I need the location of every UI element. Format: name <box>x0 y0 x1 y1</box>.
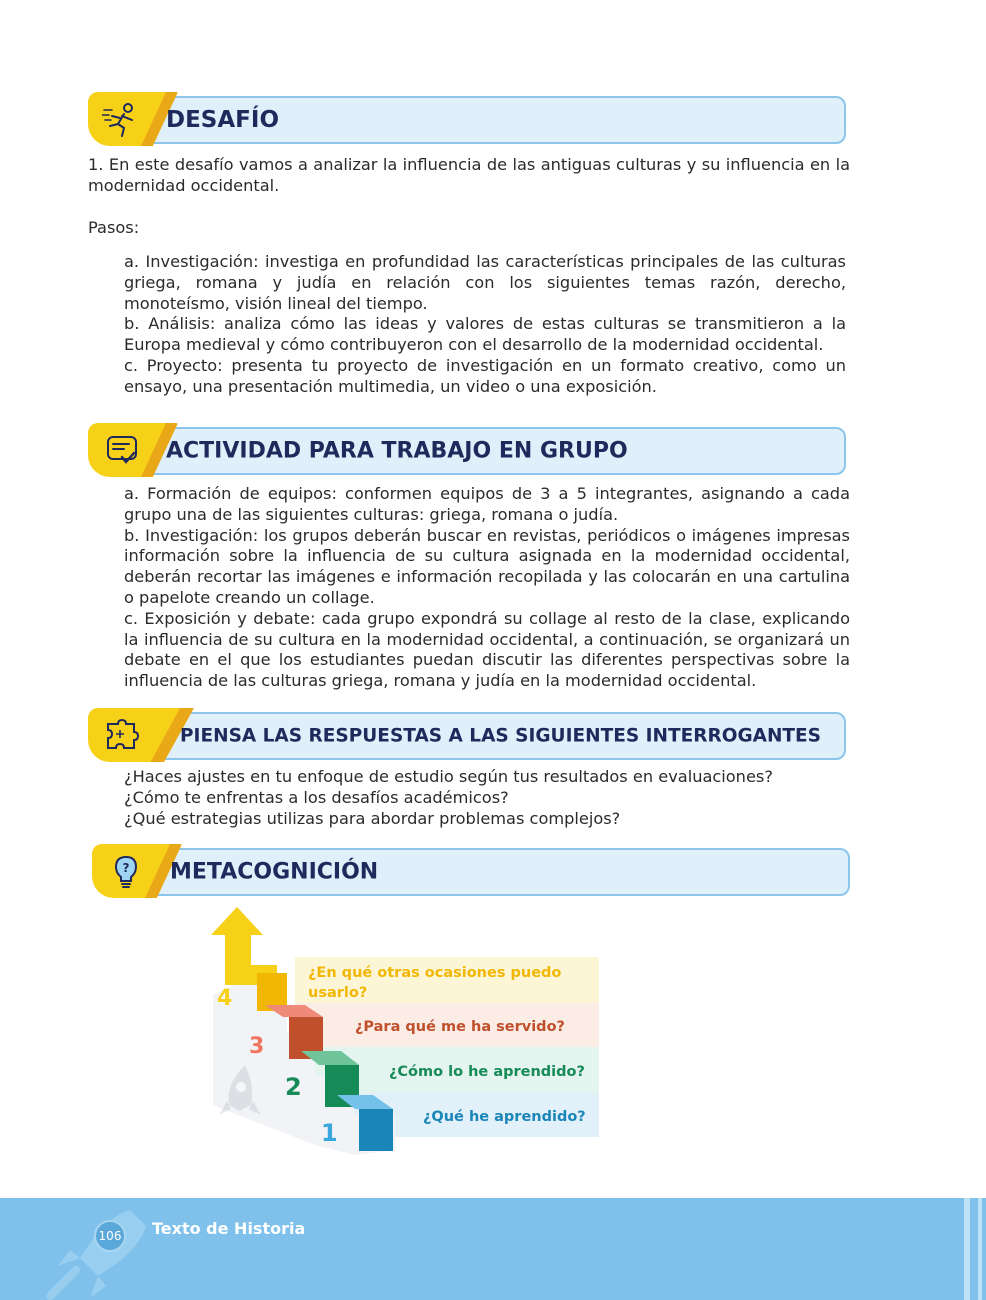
section-title: DESAFÍO <box>166 107 279 133</box>
actividad-items <box>124 484 850 692</box>
question-item: ¿Cómo te enfrentas a los desafíos académicos? <box>124 787 509 807</box>
section-title: ACTIVIDAD PARA TRABAJO EN GRUPO <box>166 438 628 464</box>
step-4-question-line2: usarlo? <box>308 985 368 1001</box>
metacognition-staircase <box>205 905 605 1160</box>
step-number: 4 <box>217 986 233 1011</box>
step-item: c. Proyecto: presenta tu proyecto de investigación en un formato creativo, como un ensayo, una presentación multimedia, un video o una exposición. <box>124 355 846 396</box>
desafio-steps <box>124 252 846 398</box>
rocket-watermark-icon <box>40 1206 150 1300</box>
step-1-question: ¿Qué he aprendido? <box>423 1109 586 1125</box>
puzzle-icon <box>102 718 142 754</box>
step-3-question: ¿Para qué me ha servido? <box>355 1019 565 1035</box>
piensa-header <box>88 712 846 760</box>
svg-text:?: ? <box>122 861 130 875</box>
actividad-header <box>88 427 846 475</box>
footer-stripe <box>978 1198 982 1300</box>
intro-paragraph: 1. En este desafío vamos a analizar la influencia de las antiguas culturas y su influencia en la modernidad occidental. <box>88 155 850 195</box>
step-item: b. Análisis: analiza cómo las ideas y valores de estas culturas se transmitieron a la Europa medieval y cómo contribuyeron con el desarrollo de la modernidad occidental. <box>124 314 846 355</box>
activity-item: c. Exposición y debate: cada grupo expondrá su collage al resto de la clase, explicando la influencia de su cultura en la modernidad occidental, a continuación, se organizará un debate en el que los estudiantes puedan discutir las diferentes perspectivas sobre la influencia de las culturas griega, romana y judía en la modernidad occidental. <box>124 608 850 691</box>
step-number: 2 <box>285 1073 302 1101</box>
step-item: a. Investigación: investiga en profundidad las características principales de las culturas griega, romana y judía en relación con los siguientes temas razón, derecho, monoteísmo, visión lineal del tiempo. <box>124 252 846 313</box>
activity-item: a. Formación de equipos: conformen equipos de 3 a 5 integrantes, asignando a cada grupo una de las siguientes culturas: griega, romana o judía. <box>124 484 850 524</box>
step-2-question: ¿Cómo lo he aprendido? <box>389 1064 585 1080</box>
desafio-header <box>88 96 846 144</box>
question-item: ¿Haces ajustes en tu enfoque de estudio según tus resultados en evaluaciones? <box>124 767 773 786</box>
step-number: 3 <box>249 1034 265 1059</box>
runner-icon <box>102 102 142 138</box>
activity-item: b. Investigación: los grupos deberán buscar en revistas, periódicos o imágenes impresas información sobre la influencia de su cultura asignada en la modernidad occidental, deberán recortar las imágenes e información recopilada y las colocarán en una cartulina o papelote creando un collage. <box>124 525 850 607</box>
lightbulb-icon <box>106 854 146 890</box>
page-number: 106 <box>94 1220 126 1252</box>
footer-stripe <box>964 1198 970 1300</box>
metacognicion-header <box>92 848 850 896</box>
step-number: 1 <box>321 1119 338 1147</box>
book-title: Texto de Historia <box>152 1219 306 1238</box>
step-1-face <box>359 1109 393 1151</box>
section-title: METACOGNICIÓN <box>170 859 379 885</box>
piensa-questions <box>124 767 850 829</box>
desafio-intro <box>88 155 850 197</box>
clipboard-check-icon <box>102 433 142 469</box>
question-item: ¿Qué estrategias utilizas para abordar problemas complejos? <box>124 808 621 828</box>
steps-label: Pasos: <box>88 218 140 237</box>
page-footer <box>0 1198 986 1300</box>
section-title: PIENSA LAS RESPUESTAS A LAS SIGUIENTES INTERROGANTES <box>180 725 822 747</box>
step-4-question-line1: ¿En qué otras ocasiones puedo <box>308 965 562 981</box>
